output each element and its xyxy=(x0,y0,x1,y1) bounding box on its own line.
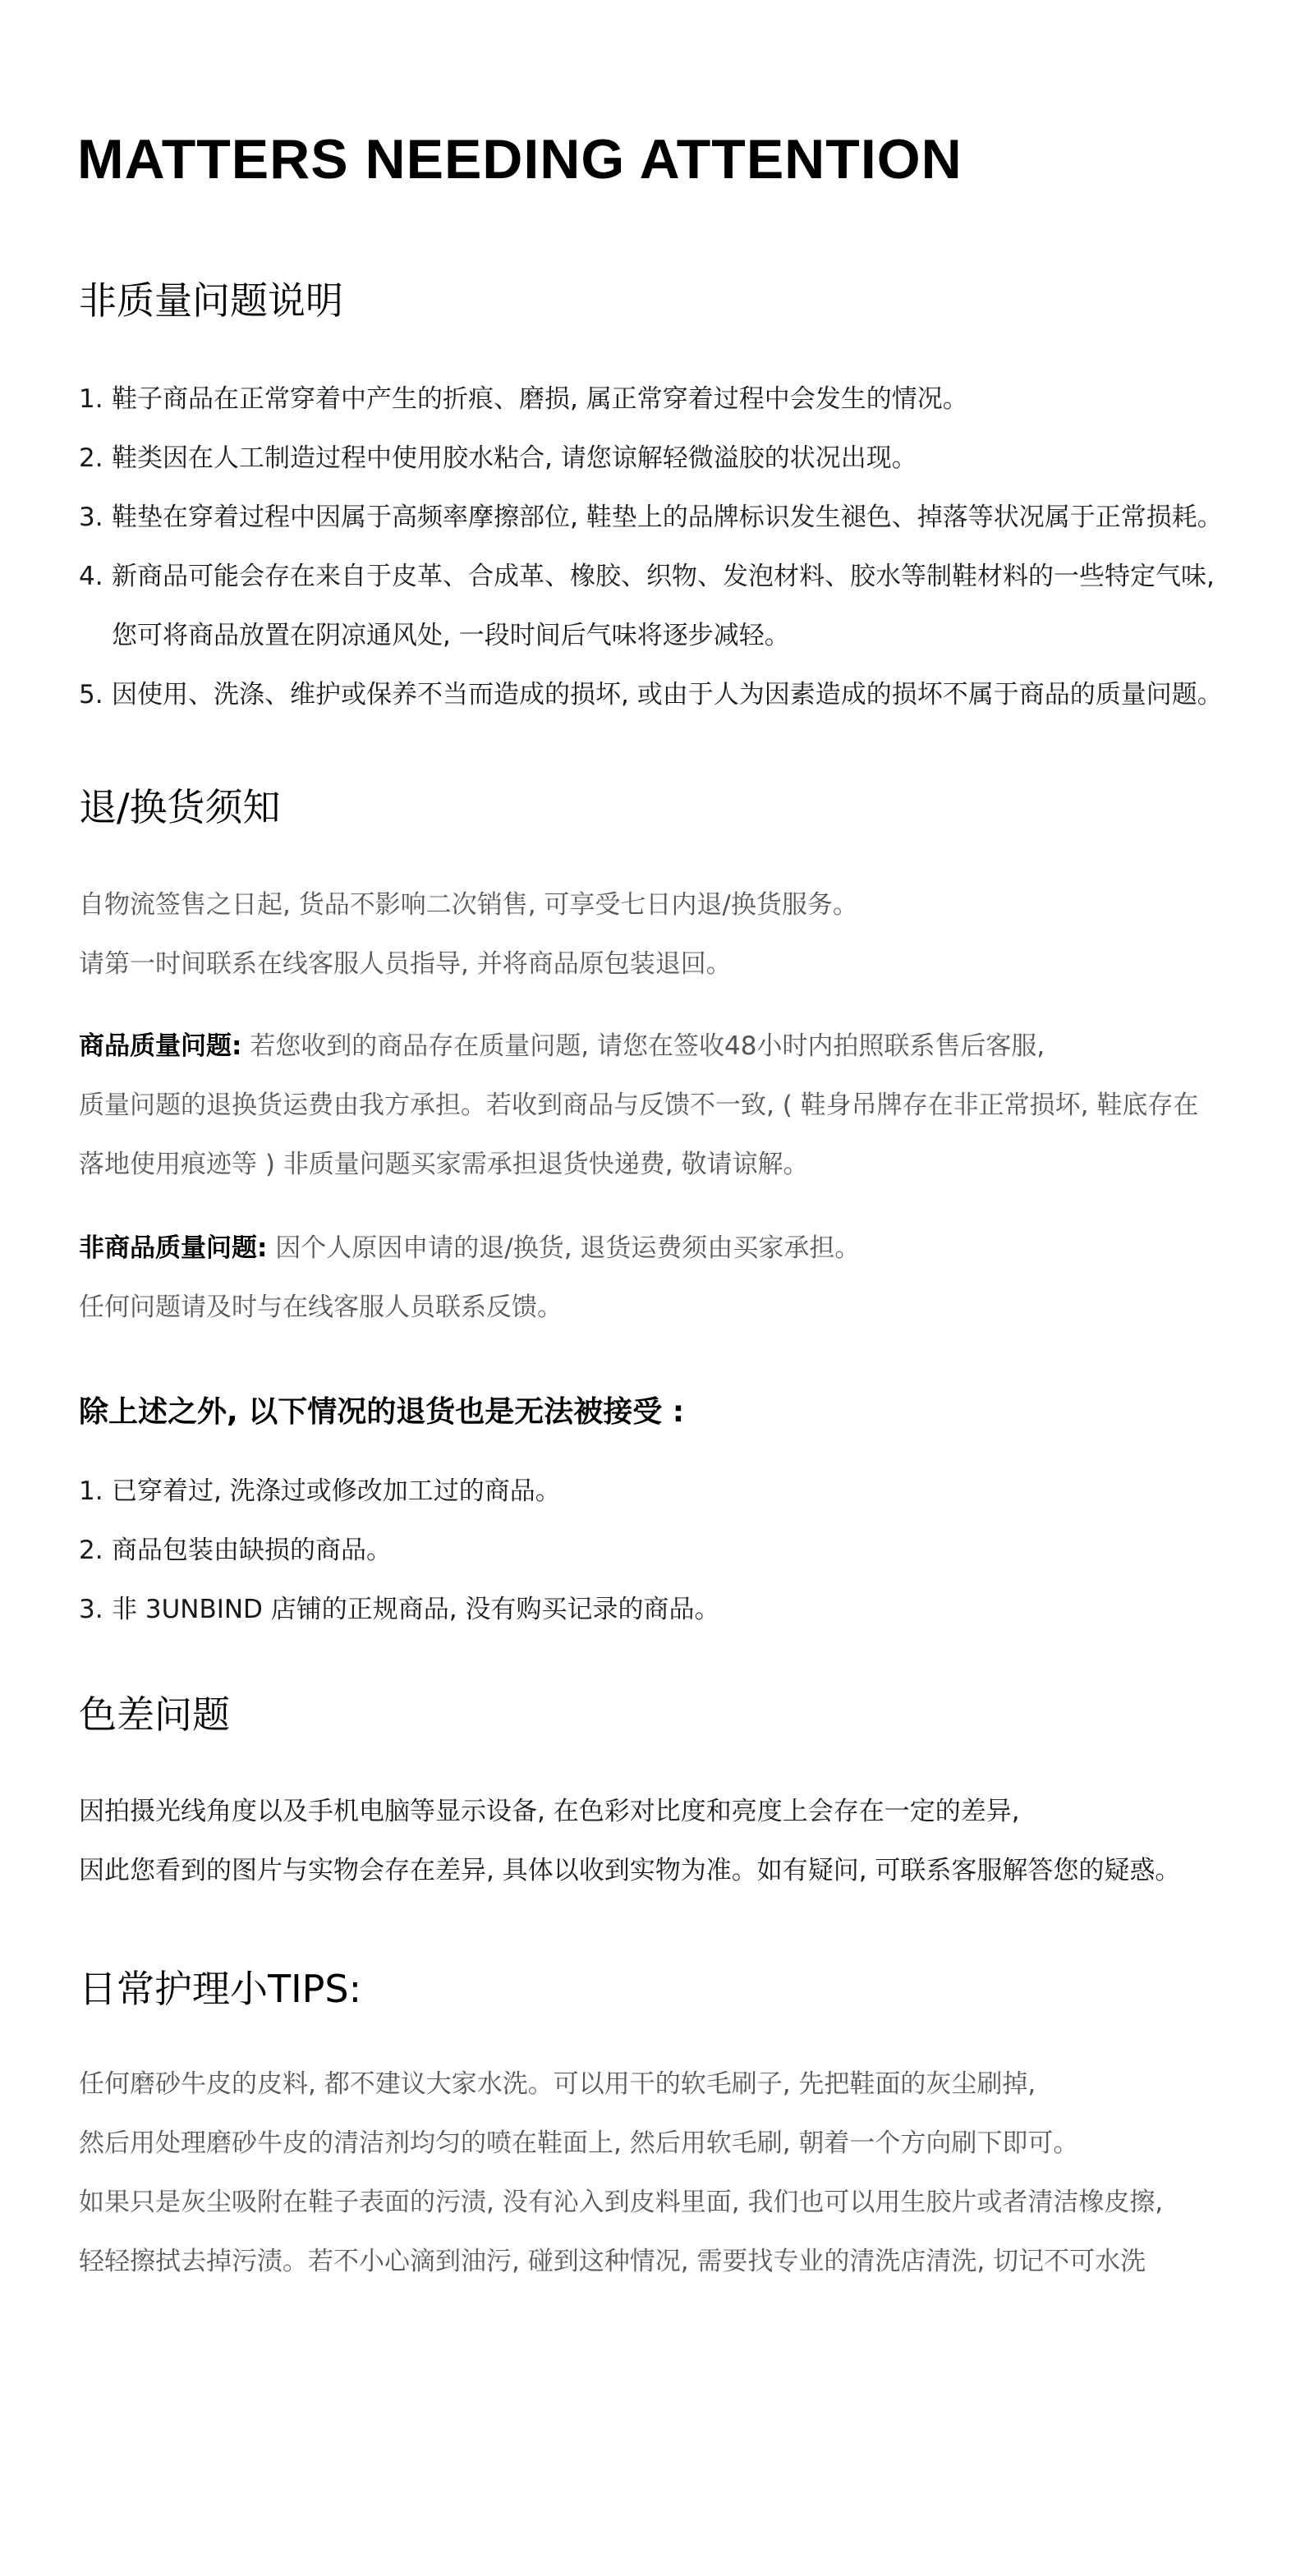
non-quality-issue-paragraph xyxy=(79,1219,1261,1337)
paragraph-line: 质量问题的退换货运费由我方承担。若收到商品与反馈不一致, ( 鞋身吊牌存在非正常损坏, 鞋底存在 xyxy=(79,1091,1199,1120)
care-heading: 日常护理小TIPS: xyxy=(79,1967,362,2011)
item-number: 3. xyxy=(79,1595,103,1624)
care-section xyxy=(79,1966,1261,2012)
exceptions-list xyxy=(79,1462,1261,1639)
list-item xyxy=(79,370,1261,429)
list-item xyxy=(79,665,1261,724)
color-section xyxy=(79,1692,1261,1738)
item-text: 商品包装由缺损的商品。 xyxy=(112,1536,392,1565)
page-title: MATTERS NEEDING ATTENTION xyxy=(77,128,963,191)
paragraph-line: 任何磨砂牛皮的皮料, 都不建议大家水洗。可以用干的软毛刷子, 先把鞋面的灰尘刷掉, xyxy=(79,2069,1036,2099)
paragraph-line: 然后用处理磨砂牛皮的清洁剂均匀的喷在鞋面上, 然后用软毛刷, 朝着一个方向刷下即可。 xyxy=(79,2128,1079,2158)
paragraph-text: 因个人原因申请的退/换货, 退货运费须由买家承担。 xyxy=(267,1233,861,1263)
non-quality-heading: 非质量问题说明 xyxy=(79,278,343,323)
exceptions-heading: 除上述之外, 以下情况的退货也是无法被接受 : xyxy=(79,1395,685,1429)
item-number: 4. xyxy=(79,562,103,591)
returns-section xyxy=(79,784,1261,830)
non-quality-list xyxy=(79,370,1261,724)
item-number: 1. xyxy=(79,384,103,414)
item-text: 鞋垫在穿着过程中因属于高频率摩擦部位, 鞋垫上的品牌标识发生褪色、掉落等状况属于正常损耗。 xyxy=(112,503,1223,532)
color-paragraph xyxy=(79,1782,1261,1900)
item-text: 鞋类因在人工制造过程中使用胶水粘合, 请您谅解轻微溢胶的状况出现。 xyxy=(112,443,917,473)
paragraph-line: 自物流签售之日起, 货品不影响二次销售, 可享受七日内退/换货服务。 xyxy=(79,890,858,920)
item-number: 3. xyxy=(79,503,103,532)
list-item xyxy=(79,1462,1261,1521)
quality-issue-paragraph xyxy=(79,1017,1261,1194)
item-number: 2. xyxy=(79,1536,103,1565)
non-quality-issue-label: 非商品质量问题: xyxy=(79,1233,268,1263)
paragraph-line: 因拍摄光线角度以及手机电脑等显示设备, 在色彩对比度和亮度上会存在一定的差异, xyxy=(79,1797,1020,1826)
returns-intro xyxy=(79,875,1261,994)
list-item-continuation: 您可将商品放置在阴凉通风处, 一段时间后气味将逐步减轻。 xyxy=(112,621,790,650)
list-item xyxy=(79,488,1261,547)
paragraph-text: 若您收到的商品存在质量问题, 请您在签收48小时内拍照联系售后客服, xyxy=(241,1031,1045,1061)
item-text: 已穿着过, 洗涤过或修改加工过的商品。 xyxy=(112,1476,561,1506)
exceptions-section xyxy=(79,1394,1261,1430)
item-text: 鞋子商品在正常穿着中产生的折痕、磨损, 属正常穿着过程中会发生的情况。 xyxy=(112,384,968,414)
item-number: 2. xyxy=(79,443,103,473)
paragraph-line: 如果只是灰尘吸附在鞋子表面的污渍, 没有沁入到皮料里面, 我们也可以用生胶片或者清洁橡皮擦, xyxy=(79,2188,1164,2217)
paragraph-line xyxy=(79,1017,1261,1076)
list-item xyxy=(79,1580,1261,1639)
color-heading: 色差问题 xyxy=(79,1692,230,1737)
paragraph-line: 因此您看到的图片与实物会存在差异, 具体以收到实物为准。如有疑问, 可联系客服解答您的疑惑。 xyxy=(79,1856,1181,1885)
paragraph-line: 轻轻擦拭去掉污渍。若不小心滴到油污, 碰到这种情况, 需要找专业的清洗店清洗, 切记不可水洗 xyxy=(79,2247,1146,2276)
item-number: 5. xyxy=(79,680,103,709)
list-item xyxy=(79,429,1261,488)
care-paragraph xyxy=(79,2055,1261,2291)
item-text: 因使用、洗涤、维护或保养不当而造成的损坏, 或由于人为因素造成的损坏不属于商品的质量问题。 xyxy=(112,680,1223,709)
paragraph-line: 落地使用痕迹等 ) 非质量问题买家需承担退货快递费, 敬请谅解。 xyxy=(79,1150,809,1179)
item-text: 新商品可能会存在来自于皮革、合成革、橡胶、织物、发泡材料、胶水等制鞋材料的一些特定气味, xyxy=(112,562,1215,591)
item-text: 非 3UNBIND 店铺的正规商品, 没有购买记录的商品。 xyxy=(112,1595,720,1624)
list-item xyxy=(79,547,1261,606)
returns-heading: 退/换货须知 xyxy=(79,785,281,829)
item-number: 1. xyxy=(79,1476,103,1506)
paragraph-line xyxy=(79,1219,1261,1278)
list-item xyxy=(79,1521,1261,1580)
quality-issue-label: 商品质量问题: xyxy=(79,1031,242,1061)
paragraph-line: 任何问题请及时与在线客服人员联系反馈。 xyxy=(79,1293,563,1322)
paragraph-line: 请第一时间联系在线客服人员指导, 并将商品原包装退回。 xyxy=(79,949,732,979)
non-quality-section xyxy=(79,278,1261,324)
